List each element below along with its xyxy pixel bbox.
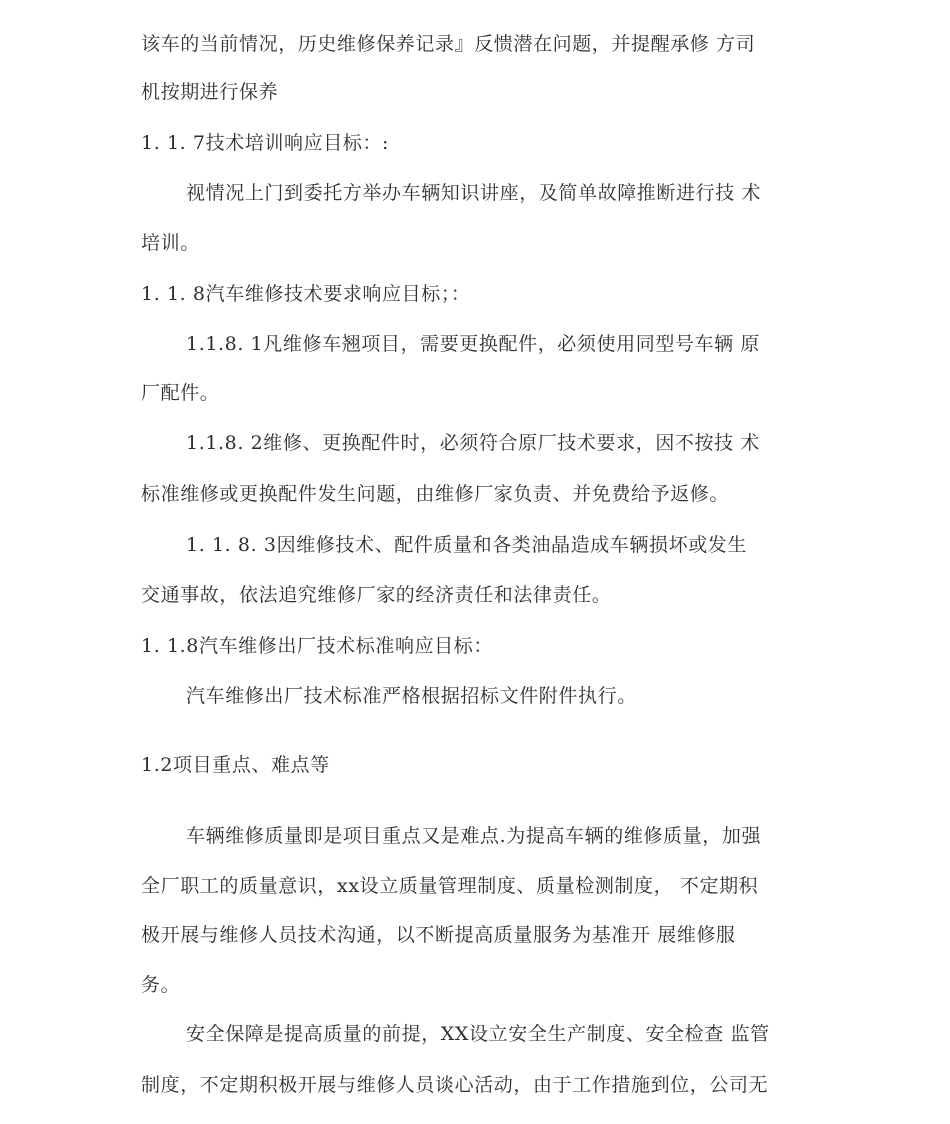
paragraph-line: 务。 [141, 974, 181, 996]
section-heading: 1.2项目重点、难点等 [141, 754, 330, 776]
paragraph-line: 1.1.8. 1凡维修车翘项目，需要更换配件，必须使用同型号车辆 原 [186, 333, 760, 355]
paragraph-line: 标准维修或更换配件发生问题，由维修厂家负责、并免费给予返修。 [141, 483, 730, 505]
paragraph-line: 全厂职工的质量意识，xx设立质量管理制度、质量检测制度， 不定期积 [141, 875, 759, 897]
paragraph-line: 视情况上门到委托方举办车辆知识讲座，及简单故障推断进行技 术 [186, 182, 762, 204]
paragraph-line: 厂配件。 [141, 382, 220, 404]
paragraph-line: 机按期进行保养 [141, 81, 279, 103]
paragraph-line: 车辆维修质量即是项目重点又是难点.为提高车辆的维修质量，加强 [186, 825, 762, 847]
section-heading: 1. 1. 8汽车维修技术要求响应目标；： [141, 283, 471, 305]
paragraph-line: 汽车维修出厂技术标准严格根据招标文件附件执行。 [186, 685, 637, 707]
section-heading: 1. 1. 7技术培训响应目标：: [141, 132, 390, 154]
paragraph-line: 1. 1. 8. 3因维修技术、配件质量和各类油晶造成车辆损坏或发生 [186, 534, 747, 556]
paragraph-line: 安全保障是提高质量的前提，XX设立安全生产制度、安全检查 监管 [186, 1023, 770, 1045]
section-heading: 1. 1.8汽车维修出厂技术标准响应目标： [141, 635, 493, 657]
paragraph-line: 该车的当前情况，历史维修保养记录』反愦潜在问题，并提醒承修 方司 [141, 33, 756, 55]
paragraph-line: 培训。 [141, 232, 200, 254]
paragraph-line: 极开展与维修人员技术沟通，以不断提高质量服务为基准开 展维修服 [141, 924, 736, 946]
paragraph-line: 交通事故，依法追究维修厂家的经济责任和法律责任。 [141, 584, 612, 606]
paragraph-line: 制度，不定期积极开展与维修人员谈心活动，由于工作措施到位，公司无 [141, 1074, 769, 1096]
paragraph-line: 1.1.8. 2维修、更换配件时，必须符合原厂技术要求，因不按技 术 [186, 432, 760, 454]
